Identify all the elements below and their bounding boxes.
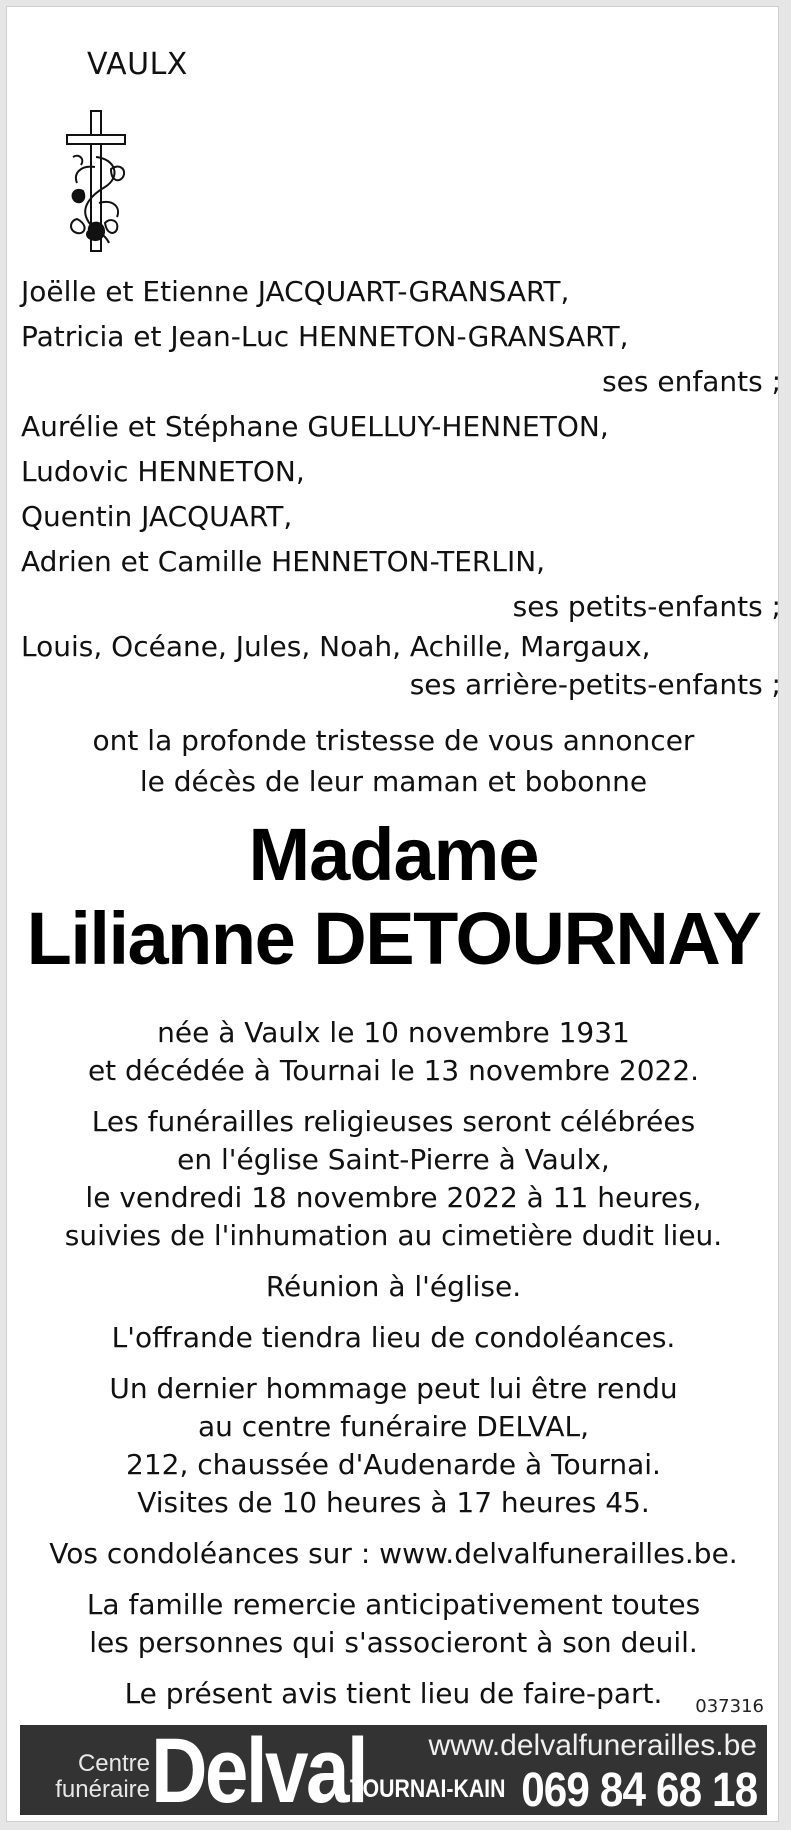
- children-label: ses enfants ;: [602, 365, 781, 398]
- family-member-line: Louis, Océane, Jules, Noah, Achille, Margaux,: [21, 630, 651, 663]
- thanks-line: La famille remercie anticipativement toutes: [86, 1588, 701, 1621]
- family-member-line: Ludovic HENNETON,: [21, 455, 305, 488]
- tribute-line: Visites de 10 heures à 17 heures 45.: [137, 1486, 650, 1519]
- announcement: [7, 720, 780, 802]
- centre-funeraire-label: [50, 1751, 150, 1803]
- funeral-line: le vendredi 18 novembre 2022 à 11 heures,: [85, 1181, 702, 1214]
- family-member-line: Patricia et Jean-Luc HENNETON-GRANSART,: [21, 320, 629, 353]
- city-label: TOURNAI-KAIN: [350, 1775, 506, 1803]
- family-member-line: Adrien et Camille HENNETON-TERLIN,: [21, 545, 546, 578]
- funeral-home-banner: [20, 1720, 767, 1822]
- death-line: et décédée à Tournai le 13 novembre 2022.: [87, 1054, 700, 1087]
- meeting-line: Réunion à l'église.: [265, 1270, 522, 1303]
- deceased-name: Lilianne DETOURNAY: [26, 897, 761, 980]
- announcement-line: ont la profonde tristesse de vous annoncer: [92, 724, 695, 757]
- tribute-line: au centre funéraire DELVAL,: [197, 1410, 589, 1443]
- funeral-line: en l'église Saint-Pierre à Vaulx,: [177, 1143, 610, 1176]
- deceased-title: Madame: [248, 813, 539, 896]
- thanks-info: [7, 1586, 780, 1662]
- offering-line: L'offrande tiendra lieu de condoléances.: [111, 1321, 676, 1354]
- family-list: [21, 269, 781, 705]
- website-link[interactable]: www.delvalfunerailles.be: [428, 1729, 757, 1762]
- notice-line: Le présent avis tient lieu de faire-part.: [124, 1677, 663, 1710]
- deceased-name-block: [7, 814, 780, 982]
- centre-label-line: Centre: [77, 1750, 150, 1777]
- obituary-notice: [6, 6, 779, 1822]
- family-member-line: Joëlle et Etienne JACQUART-GRANSART,: [21, 275, 570, 308]
- phone-number[interactable]: 069 84 68 18: [520, 1764, 757, 1817]
- details: [7, 1014, 780, 1726]
- funeral-line: Les funérailles religieuses seront célébrées: [91, 1105, 696, 1138]
- cross-with-roses-icon: [61, 107, 133, 255]
- family-member-line: Aurélie et Stéphane GUELLUY-HENNETON,: [21, 410, 609, 443]
- brand-logo-text: Delval: [151, 1720, 367, 1822]
- funeral-line: suivies de l'inhumation au cimetière dudit lieu.: [64, 1219, 723, 1252]
- grandchildren-label: ses petits-enfants ;: [512, 590, 781, 623]
- tribute-info: [7, 1370, 780, 1522]
- great-grandchildren-label: ses arrière-petits-enfants ;: [409, 668, 781, 701]
- family-member-line: Quentin JACQUART,: [21, 500, 293, 533]
- birth-line: née à Vaulx le 10 novembre 1931: [157, 1016, 630, 1049]
- life-dates: [7, 1014, 780, 1090]
- reference-number: 037316: [695, 1696, 764, 1717]
- tribute-line: Un dernier hommage peut lui être rendu: [109, 1372, 678, 1405]
- announcement-line: le décès de leur maman et bobonne: [139, 765, 648, 798]
- condolences-line: Vos condoléances sur : www.delvalfunerailles.be.: [49, 1537, 738, 1570]
- funeral-info: [7, 1103, 780, 1255]
- centre-label-line: funéraire: [55, 1776, 150, 1803]
- thanks-line: les personnes qui s'associeront à son deuil.: [89, 1626, 698, 1659]
- town-heading: VAULX: [87, 47, 188, 82]
- tribute-line: 212, chaussée d'Audenarde à Tournai.: [126, 1448, 661, 1481]
